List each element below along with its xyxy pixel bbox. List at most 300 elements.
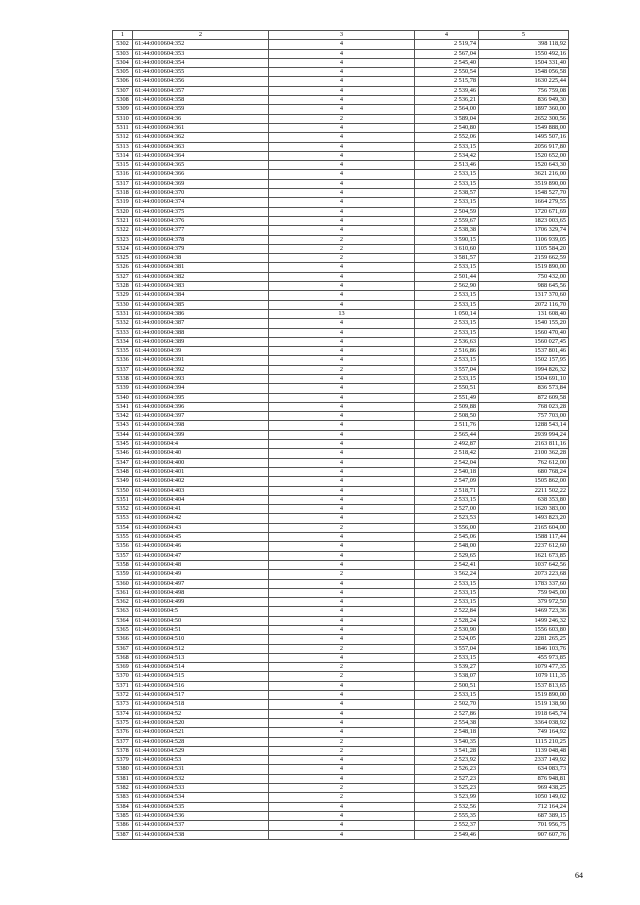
table-cell: 61:44:0010604:518 xyxy=(133,700,269,709)
table-cell: 5334 xyxy=(113,337,133,346)
table-cell: 5311 xyxy=(113,123,133,132)
table-row xyxy=(113,254,569,263)
table-cell: 4 xyxy=(269,421,415,430)
table-cell: 4 xyxy=(269,765,415,774)
table-cell: 61:44:0010604:392 xyxy=(133,365,269,374)
table-row xyxy=(113,86,569,95)
table-cell: 4 xyxy=(269,616,415,625)
table-cell: 4 xyxy=(269,709,415,718)
table-row xyxy=(113,402,569,411)
table-cell: 61:44:0010604:538 xyxy=(133,830,269,839)
table-cell: 1706 329,74 xyxy=(479,226,569,235)
table-cell: 5340 xyxy=(113,393,133,402)
table-row xyxy=(113,626,569,635)
table-cell: 1317 370,60 xyxy=(479,291,569,300)
table-row xyxy=(113,421,569,430)
table-cell: 61:44:0010604:385 xyxy=(133,300,269,309)
table-row xyxy=(113,784,569,793)
table-cell: 2 522,84 xyxy=(415,607,479,616)
table-row xyxy=(113,40,569,49)
table-cell: 2 502,70 xyxy=(415,700,479,709)
table-cell: 2 549,46 xyxy=(415,830,479,839)
table-cell: 2 533,15 xyxy=(415,579,479,588)
table-cell: 1560 027,45 xyxy=(479,337,569,346)
table-cell: 2 551,49 xyxy=(415,393,479,402)
table-cell: 4 xyxy=(269,68,415,77)
table-cell: 2 567,04 xyxy=(415,49,479,58)
table-cell: 61:44:0010604:397 xyxy=(133,412,269,421)
column-header: 4 xyxy=(415,31,479,40)
table-row xyxy=(113,821,569,830)
table-row xyxy=(113,700,569,709)
table-cell: 2 xyxy=(269,672,415,681)
table-cell: 1664 279,55 xyxy=(479,198,569,207)
table-cell: 61:44:0010604:513 xyxy=(133,653,269,662)
table-cell: 2 528,24 xyxy=(415,616,479,625)
table-row xyxy=(113,282,569,291)
table-cell: 5363 xyxy=(113,607,133,616)
table-row xyxy=(113,374,569,383)
table-cell: 2 533,15 xyxy=(415,691,479,700)
table-cell: 4 xyxy=(269,374,415,383)
table-cell: 1050 149,02 xyxy=(479,793,569,802)
table-cell: 4 xyxy=(269,319,415,328)
table-cell: 61:44:0010604:389 xyxy=(133,337,269,346)
table-cell: 2 515,78 xyxy=(415,77,479,86)
table-row xyxy=(113,663,569,672)
table-cell: 3 589,04 xyxy=(415,114,479,123)
table-cell: 2 565,44 xyxy=(415,430,479,439)
table-cell: 5357 xyxy=(113,551,133,560)
table-cell: 2 534,42 xyxy=(415,151,479,160)
table-cell: 4 xyxy=(269,189,415,198)
table-cell: 61:44:0010604:369 xyxy=(133,179,269,188)
table-row xyxy=(113,412,569,421)
table-row xyxy=(113,495,569,504)
table-cell: 4 xyxy=(269,170,415,179)
table-cell: 2 530,90 xyxy=(415,626,479,635)
table-cell: 5345 xyxy=(113,440,133,449)
table-row xyxy=(113,68,569,77)
table-cell: 5329 xyxy=(113,291,133,300)
table-cell: 3364 038,92 xyxy=(479,718,569,727)
table-cell: 1720 671,69 xyxy=(479,207,569,216)
table-row xyxy=(113,811,569,820)
table-row xyxy=(113,300,569,309)
table-cell: 5380 xyxy=(113,765,133,774)
table-cell: 2 540,18 xyxy=(415,467,479,476)
table-cell: 2163 811,16 xyxy=(479,440,569,449)
table-cell: 2 527,86 xyxy=(415,709,479,718)
table-row xyxy=(113,58,569,67)
table-cell: 1560 470,40 xyxy=(479,328,569,337)
table-cell: 5315 xyxy=(113,161,133,170)
table-cell: 1537 801,46 xyxy=(479,347,569,356)
table-cell: 1994 826,32 xyxy=(479,365,569,374)
table-cell: 61:44:0010604:498 xyxy=(133,588,269,597)
table-cell: 61:44:0010604:516 xyxy=(133,681,269,690)
table-row xyxy=(113,644,569,653)
table-cell: 2 552,37 xyxy=(415,821,479,830)
table-cell: 4 xyxy=(269,263,415,272)
table-cell: 3 556,00 xyxy=(415,523,479,532)
table-cell: 1630 225,44 xyxy=(479,77,569,86)
table-cell: 61:44:0010604:375 xyxy=(133,207,269,216)
table-cell: 4 xyxy=(269,533,415,542)
table-row xyxy=(113,607,569,616)
table-cell: 1469 723,36 xyxy=(479,607,569,616)
table-cell: 3 557,04 xyxy=(415,644,479,653)
table-cell: 61:44:0010604:53 xyxy=(133,756,269,765)
table-cell: 5331 xyxy=(113,309,133,318)
table-cell: 4 xyxy=(269,598,415,607)
table-cell: 61:44:0010604:510 xyxy=(133,635,269,644)
table-cell: 5305 xyxy=(113,68,133,77)
table-cell: 5306 xyxy=(113,77,133,86)
table-cell: 5302 xyxy=(113,40,133,49)
table-cell: 4 xyxy=(269,653,415,662)
table-cell: 61:44:0010604:45 xyxy=(133,533,269,542)
table-cell: 1918 645,74 xyxy=(479,709,569,718)
table-row xyxy=(113,653,569,662)
table-cell: 4 xyxy=(269,161,415,170)
table-cell: 2 552,06 xyxy=(415,133,479,142)
table-cell: 4 xyxy=(269,393,415,402)
table-row xyxy=(113,542,569,551)
table-row xyxy=(113,365,569,374)
table-row xyxy=(113,514,569,523)
table-cell: 4 xyxy=(269,300,415,309)
column-header: 3 xyxy=(269,31,415,40)
table-cell: 2 548,00 xyxy=(415,542,479,551)
table-row xyxy=(113,179,569,188)
table-cell: 2 529,65 xyxy=(415,551,479,560)
table-cell: 2 545,06 xyxy=(415,533,479,542)
table-cell: 2 xyxy=(269,254,415,263)
table-row xyxy=(113,291,569,300)
table-cell: 5373 xyxy=(113,700,133,709)
table-cell: 2 xyxy=(269,793,415,802)
table-cell: 5367 xyxy=(113,644,133,653)
table-cell: 1288 543,14 xyxy=(479,421,569,430)
table-cell: 1519 890,00 xyxy=(479,691,569,700)
table-cell: 5375 xyxy=(113,718,133,727)
table-cell: 61:44:0010604:50 xyxy=(133,616,269,625)
table-cell: 61:44:0010604:534 xyxy=(133,793,269,802)
table-cell: 2073 223,68 xyxy=(479,570,569,579)
table-cell: 4 xyxy=(269,635,415,644)
table-cell: 5359 xyxy=(113,570,133,579)
table-cell: 61:44:0010604:38 xyxy=(133,254,269,263)
table-row xyxy=(113,123,569,132)
table-row xyxy=(113,616,569,625)
table-cell: 1139 048,48 xyxy=(479,746,569,755)
table-row xyxy=(113,551,569,560)
table-row xyxy=(113,746,569,755)
table-cell: 1620 383,00 xyxy=(479,505,569,514)
table-row xyxy=(113,133,569,142)
table-cell: 3 610,60 xyxy=(415,244,479,253)
table-cell: 4 xyxy=(269,96,415,105)
table-cell: 61:44:0010604:529 xyxy=(133,746,269,755)
table-cell: 4 xyxy=(269,505,415,514)
table-cell: 5376 xyxy=(113,728,133,737)
table-cell: 2 533,15 xyxy=(415,356,479,365)
table-row xyxy=(113,207,569,216)
table-cell: 61:44:0010604:36 xyxy=(133,114,269,123)
table-cell: 4 xyxy=(269,467,415,476)
table-cell: 5384 xyxy=(113,802,133,811)
table-row xyxy=(113,105,569,114)
table-cell: 2 xyxy=(269,784,415,793)
page-number: 64 xyxy=(575,871,583,880)
table-cell: 13 xyxy=(269,309,415,318)
table-row xyxy=(113,570,569,579)
table-row xyxy=(113,216,569,225)
table-cell: 4 xyxy=(269,412,415,421)
table-cell: 61:44:0010604:532 xyxy=(133,774,269,783)
table-cell: 2 513,46 xyxy=(415,161,479,170)
table-cell: 61:44:0010604:359 xyxy=(133,105,269,114)
table-cell: 5337 xyxy=(113,365,133,374)
table-cell: 379 972,50 xyxy=(479,598,569,607)
table-cell: 1783 337,60 xyxy=(479,579,569,588)
table-cell: 61:44:0010604:520 xyxy=(133,718,269,727)
table-cell: 5328 xyxy=(113,282,133,291)
table-cell: 1520 652,00 xyxy=(479,151,569,160)
table-cell: 4 xyxy=(269,830,415,839)
table-cell: 1105 584,20 xyxy=(479,244,569,253)
table-cell: 5360 xyxy=(113,579,133,588)
table-row xyxy=(113,49,569,58)
table-cell: 680 768,24 xyxy=(479,467,569,476)
table-cell: 5381 xyxy=(113,774,133,783)
table-cell: 61:44:0010604:398 xyxy=(133,421,269,430)
table-row xyxy=(113,728,569,737)
table-cell: 61:44:0010604:400 xyxy=(133,458,269,467)
table-cell: 5344 xyxy=(113,430,133,439)
table-cell: 2 504,59 xyxy=(415,207,479,216)
table-cell: 61:44:0010604:362 xyxy=(133,133,269,142)
table-row xyxy=(113,523,569,532)
table-cell: 2 533,15 xyxy=(415,328,479,337)
table-row xyxy=(113,114,569,123)
table-cell: 2 527,00 xyxy=(415,505,479,514)
table-cell: 61:44:0010604:393 xyxy=(133,374,269,383)
table-cell: 61:44:0010604:533 xyxy=(133,784,269,793)
table-cell: 1115 210,25 xyxy=(479,737,569,746)
table-cell: 5382 xyxy=(113,784,133,793)
table-cell: 61:44:0010604:382 xyxy=(133,272,269,281)
table-cell: 61:44:0010604:402 xyxy=(133,477,269,486)
table-cell: 2 501,44 xyxy=(415,272,479,281)
table-cell: 634 083,73 xyxy=(479,765,569,774)
table-cell: 969 438,25 xyxy=(479,784,569,793)
table-cell: 4 xyxy=(269,58,415,67)
table-cell: 61:44:0010604:46 xyxy=(133,542,269,551)
table-cell: 2 555,35 xyxy=(415,811,479,820)
table-cell: 4 xyxy=(269,588,415,597)
table-row xyxy=(113,226,569,235)
column-header: 5 xyxy=(479,31,569,40)
table-row xyxy=(113,477,569,486)
table-cell: 4 xyxy=(269,514,415,523)
table-cell: 2 523,92 xyxy=(415,756,479,765)
table-cell: 4 xyxy=(269,560,415,569)
table-row xyxy=(113,151,569,160)
table-cell: 2237 612,60 xyxy=(479,542,569,551)
table-cell: 5364 xyxy=(113,616,133,625)
table-cell: 61:44:0010604:399 xyxy=(133,430,269,439)
table-cell: 2 564,00 xyxy=(415,105,479,114)
table-cell: 5336 xyxy=(113,356,133,365)
table-row xyxy=(113,272,569,281)
table-cell: 4 xyxy=(269,681,415,690)
table-row xyxy=(113,709,569,718)
table-row xyxy=(113,579,569,588)
table-cell: 2 xyxy=(269,644,415,653)
table-cell: 3 523,99 xyxy=(415,793,479,802)
table-cell: 2 527,23 xyxy=(415,774,479,783)
table-row xyxy=(113,189,569,198)
table-cell: 5317 xyxy=(113,179,133,188)
column-header: 2 xyxy=(133,31,269,40)
table-cell: 61:44:0010604:531 xyxy=(133,765,269,774)
table-cell: 2 542,04 xyxy=(415,458,479,467)
table-cell: 2 xyxy=(269,235,415,244)
table-cell: 61:44:0010604:352 xyxy=(133,40,269,49)
table-cell: 1846 103,76 xyxy=(479,644,569,653)
table-cell: 5377 xyxy=(113,737,133,746)
table-cell: 1504 691,10 xyxy=(479,374,569,383)
table-cell: 2159 662,59 xyxy=(479,254,569,263)
table-row xyxy=(113,198,569,207)
table-cell: 1519 138,90 xyxy=(479,700,569,709)
table-cell: 61:44:0010604:377 xyxy=(133,226,269,235)
table-cell: 5355 xyxy=(113,533,133,542)
table-cell: 5325 xyxy=(113,254,133,263)
table-cell: 5339 xyxy=(113,384,133,393)
table-cell: 2072 116,70 xyxy=(479,300,569,309)
table-cell: 5372 xyxy=(113,691,133,700)
table-cell: 61:44:0010604:388 xyxy=(133,328,269,337)
table-cell: 2 550,54 xyxy=(415,68,479,77)
table-cell: 61:44:0010604:363 xyxy=(133,142,269,151)
table-cell: 2 533,15 xyxy=(415,598,479,607)
table-cell: 61:44:0010604:364 xyxy=(133,151,269,160)
table-cell: 61:44:0010604:515 xyxy=(133,672,269,681)
table-cell: 5371 xyxy=(113,681,133,690)
table-cell: 5369 xyxy=(113,663,133,672)
table-cell: 4 xyxy=(269,700,415,709)
table-cell: 5303 xyxy=(113,49,133,58)
table-cell: 5349 xyxy=(113,477,133,486)
table-cell: 61:44:0010604:40 xyxy=(133,449,269,458)
table-cell: 2 533,15 xyxy=(415,495,479,504)
table-row xyxy=(113,802,569,811)
table-cell: 61:44:0010604:499 xyxy=(133,598,269,607)
table-cell: 61:44:0010604:401 xyxy=(133,467,269,476)
table-cell: 61:44:0010604:537 xyxy=(133,821,269,830)
table-cell: 61:44:0010604:403 xyxy=(133,486,269,495)
table-cell: 1079 477,35 xyxy=(479,663,569,672)
table-cell: 61:44:0010604:391 xyxy=(133,356,269,365)
table-cell: 1079 111,35 xyxy=(479,672,569,681)
table-row xyxy=(113,440,569,449)
table-cell: 2 533,15 xyxy=(415,300,479,309)
table-cell: 398 118,92 xyxy=(479,40,569,49)
table-cell: 2 542,41 xyxy=(415,560,479,569)
table-cell: 5307 xyxy=(113,86,133,95)
table-cell: 2 536,21 xyxy=(415,96,479,105)
table-row xyxy=(113,96,569,105)
table-cell: 5330 xyxy=(113,300,133,309)
table-cell: 1502 157,95 xyxy=(479,356,569,365)
table-cell: 2 533,15 xyxy=(415,291,479,300)
table-cell: 61:44:0010604:358 xyxy=(133,96,269,105)
table-cell: 4 xyxy=(269,328,415,337)
table-cell: 5327 xyxy=(113,272,133,281)
table-cell: 5342 xyxy=(113,412,133,421)
table-cell: 4 xyxy=(269,133,415,142)
table-cell: 1505 862,00 xyxy=(479,477,569,486)
table-cell: 2165 604,00 xyxy=(479,523,569,532)
table-cell: 2211 502,22 xyxy=(479,486,569,495)
table-cell: 61:44:0010604:378 xyxy=(133,235,269,244)
table-cell: 2 538,57 xyxy=(415,189,479,198)
table-cell: 2 533,15 xyxy=(415,142,479,151)
table-cell: 4 xyxy=(269,291,415,300)
table-cell: 1493 823,20 xyxy=(479,514,569,523)
table-cell: 5362 xyxy=(113,598,133,607)
table-cell: 4 xyxy=(269,440,415,449)
table-cell: 61:44:0010604:354 xyxy=(133,58,269,67)
table-row xyxy=(113,505,569,514)
table-cell: 2 533,15 xyxy=(415,179,479,188)
table-cell: 1540 155,20 xyxy=(479,319,569,328)
table-cell: 2 xyxy=(269,746,415,755)
table-cell: 61:44:0010604:5 xyxy=(133,607,269,616)
table-cell: 4 xyxy=(269,718,415,727)
table-cell: 3621 216,00 xyxy=(479,170,569,179)
table-cell: 2 538,38 xyxy=(415,226,479,235)
table-cell: 4 xyxy=(269,179,415,188)
table-cell: 4 xyxy=(269,105,415,114)
table-row xyxy=(113,393,569,402)
table-cell: 4 xyxy=(269,774,415,783)
table-cell: 2652 300,56 xyxy=(479,114,569,123)
table-row xyxy=(113,430,569,439)
table-cell: 5379 xyxy=(113,756,133,765)
table-cell: 4 xyxy=(269,151,415,160)
table-row xyxy=(113,356,569,365)
table-cell: 2 xyxy=(269,365,415,374)
table-row xyxy=(113,263,569,272)
table-row xyxy=(113,560,569,569)
table-row xyxy=(113,830,569,839)
table-cell: 5352 xyxy=(113,505,133,514)
table-cell: 2 xyxy=(269,737,415,746)
table-cell: 5348 xyxy=(113,467,133,476)
table-cell: 4 xyxy=(269,495,415,504)
table-cell: 701 956,75 xyxy=(479,821,569,830)
table-cell: 4 xyxy=(269,802,415,811)
table-cell: 5366 xyxy=(113,635,133,644)
table-cell: 61:44:0010604:357 xyxy=(133,86,269,95)
table-row xyxy=(113,765,569,774)
table-cell: 4 xyxy=(269,449,415,458)
table-cell: 2 533,15 xyxy=(415,198,479,207)
